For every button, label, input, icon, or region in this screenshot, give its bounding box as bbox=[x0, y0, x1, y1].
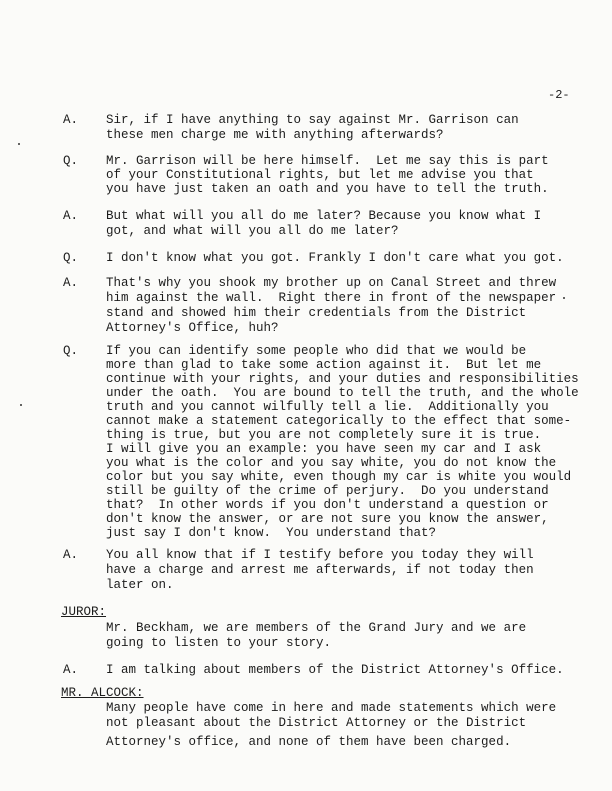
dialogue-line: truth and you cannot wilfully tell a lie. Additionally you bbox=[106, 400, 549, 414]
dialogue-line: Mr. Beckham, we are members of the Grand Jury and we are bbox=[106, 621, 527, 635]
dialogue-line: Attorney's Office, huh? bbox=[106, 321, 279, 335]
speaker-label: A. bbox=[63, 209, 79, 223]
dialogue-line: thing is true, but you are not completely sure it is true. bbox=[106, 428, 542, 442]
dialogue-line: You all know that if I testify before you today they will bbox=[106, 548, 534, 562]
speaker-label: Q. bbox=[63, 344, 79, 358]
dialogue-line: you what is the color and you say white, you do not know the bbox=[106, 456, 557, 470]
dialogue-line: under the oath. You are bound to tell the truth, and the whole bbox=[106, 386, 579, 400]
speaker-label: A. bbox=[63, 663, 79, 677]
dialogue-line: him against the wall. Right there in front of the newspaper bbox=[106, 291, 557, 305]
dialogue-line: more than glad to take some action against it. But let me bbox=[106, 358, 542, 372]
dialogue-line: But what will you all do me later? Because you know what I bbox=[106, 209, 542, 223]
speaker-heading: MR. ALCOCK: bbox=[61, 686, 144, 700]
dialogue-line: I will give you an example: you have seen my car and I ask bbox=[106, 442, 542, 456]
dialogue-line: Sir, if I have anything to say against Mr. Garrison can bbox=[106, 113, 519, 127]
speaker-label: A. bbox=[63, 276, 79, 290]
dialogue-line: still be guilty of the crime of perjury. Do you understand bbox=[106, 484, 549, 498]
stray-mark bbox=[20, 404, 22, 406]
dialogue-line: cannot make a statement categorically to the effect that some- bbox=[106, 414, 572, 428]
speaker-label: A. bbox=[63, 548, 79, 562]
dialogue-line: don't know the answer, or are not sure you know the answer, bbox=[106, 512, 549, 526]
dialogue-line: I am talking about members of the District Attorney's Office. bbox=[106, 663, 564, 677]
dialogue-line: just say I don't know. You understand that? bbox=[106, 526, 437, 540]
dialogue-line: got, and what will you all do me later? bbox=[106, 224, 399, 238]
speaker-label: Q. bbox=[63, 154, 79, 168]
dialogue-line: I don't know what you got. Frankly I don't care what you got. bbox=[106, 251, 564, 265]
dialogue-line: these men charge me with anything afterwards? bbox=[106, 128, 444, 142]
dialogue-line: color but you say white, even though my car is white you would bbox=[106, 470, 572, 484]
stray-mark bbox=[18, 143, 20, 145]
dialogue-line: not pleasant about the District Attorney or the District bbox=[106, 716, 527, 730]
dialogue-line: later on. bbox=[106, 578, 174, 592]
speaker-label: Q. bbox=[63, 251, 79, 265]
dialogue-line: that? In other words if you don't understand a question or bbox=[106, 498, 549, 512]
dialogue-line: If you can identify some people who did that we would be bbox=[106, 344, 527, 358]
dialogue-line: Mr. Garrison will be here himself. Let me say this is part bbox=[106, 154, 549, 168]
dialogue-line: going to listen to your story. bbox=[106, 636, 332, 650]
dialogue-line: of your Constitutional rights, but let me advise you that bbox=[106, 168, 534, 182]
dialogue-line: continue with your rights, and your duties and responsibilities bbox=[106, 372, 579, 386]
page-number: -2- bbox=[548, 88, 570, 102]
speaker-label: A. bbox=[63, 113, 79, 127]
dialogue-line: That's why you shook my brother up on Canal Street and threw bbox=[106, 276, 557, 290]
dialogue-line: you have just taken an oath and you have to tell the truth. bbox=[106, 182, 549, 196]
dialogue-line: have a charge and arrest me afterwards, if not today then bbox=[106, 563, 534, 577]
dialogue-line: Many people have come in here and made statements which were bbox=[106, 701, 557, 715]
dialogue-line: Attorney's office, and none of them have been charged. bbox=[106, 735, 512, 749]
speaker-heading: JUROR: bbox=[61, 605, 107, 619]
dialogue-line: stand and showed him their credentials from the District bbox=[106, 306, 527, 320]
